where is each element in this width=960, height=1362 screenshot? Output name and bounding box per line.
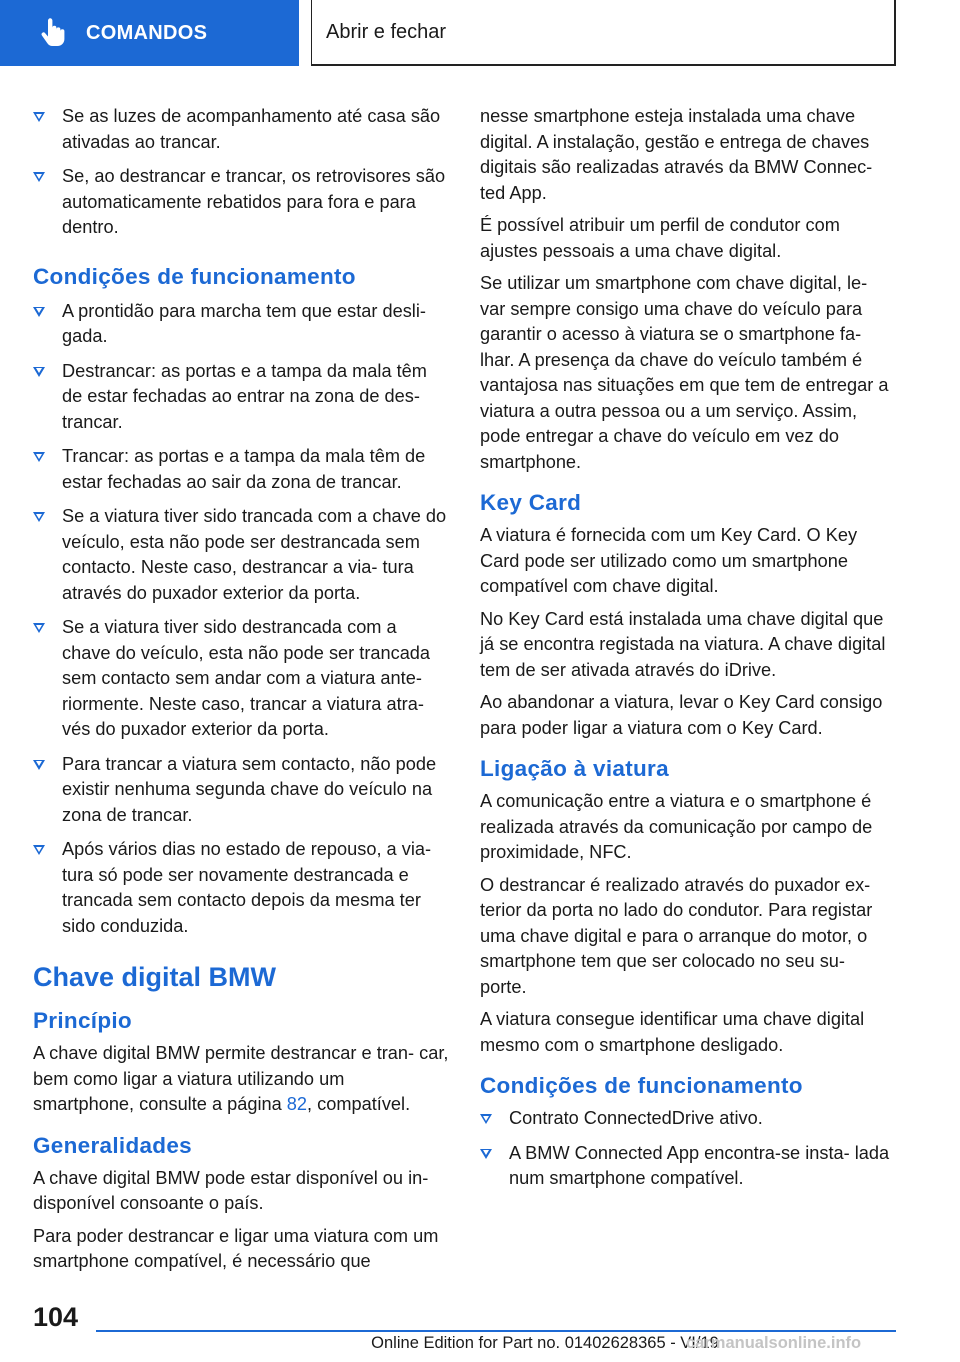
- principle-paragraph: A chave digital BMW permite destrancar e tran‑ car, bem como ligar a viatura utilizando um smartphone, consulte a página 82, compatível.: [33, 1043, 449, 1114]
- watermark: carmanualsonline.info: [686, 1334, 862, 1352]
- section-label: COMANDOS: [86, 21, 208, 44]
- bullet-item: Contrato ConnectedDrive ativo.: [480, 1106, 896, 1132]
- triangle-bullet-icon: [33, 452, 45, 462]
- triangle-bullet-icon: [33, 623, 45, 633]
- page-header: [0, 0, 960, 66]
- body-paragraph: nesse smartphone esteja instalada uma chave digital. A instalação, gestão e entrega de chaves digitais são realizadas através da BMW Connec‑ ted App.: [480, 106, 873, 203]
- page-number: 104: [33, 1302, 79, 1332]
- body-paragraph: A viatura é fornecida com um Key Card. O Key Card pode ser utilizado como um smartphone compatível com chave digital.: [480, 525, 858, 596]
- general-heading: Generalidades: [33, 1132, 192, 1158]
- bullet-item: Se as luzes de acompanhamento até casa são ativadas ao trancar.: [33, 104, 449, 155]
- triangle-bullet-icon: [480, 1114, 492, 1124]
- triangle-bullet-icon: [33, 172, 45, 182]
- chapter-title-box: [311, 0, 896, 66]
- footer-divider: [96, 1330, 896, 1332]
- body-paragraph: É possível atribuir um perfil de condutor com ajustes pessoais a uma chave digital.: [480, 215, 840, 261]
- connection-heading: Ligação à viatura: [480, 756, 669, 781]
- triangle-bullet-icon: [33, 307, 45, 317]
- bullet-item: A prontidão para marcha tem que estar desli‑ gada.: [33, 299, 449, 350]
- principle-heading: Princípio: [33, 1008, 132, 1033]
- body-paragraph: Se utilizar um smartphone com chave digital, le‑ var sempre consigo uma chave do veículo para garantir o acesso à viatura se o smartphone fa‑ lhar. A presença da chave do veículo também é vantajosa nas situações em que tem de entregar a viatura a outra pessoa ou a um serviço. Assim, pode entregar a chave do veículo em vez do smartphone.: [480, 273, 889, 472]
- triangle-bullet-icon: [33, 367, 45, 377]
- body-paragraph: A comunicação entre a viatura e o smartphone é realizada através da comunicação por campo de proximidade, NFC.: [480, 791, 873, 862]
- page-reference-link[interactable]: 82: [286, 1094, 308, 1114]
- bullet-item: Se a viatura tiver sido destrancada com a chave do veículo, esta não pode ser trancada sem contacto sem andar com a viatura ante‑ riormente. Neste caso, trancar a viatura atra‑ vés do puxador exterior da porta.: [33, 615, 449, 743]
- conditions-heading: Condições de funcionamento: [480, 1073, 803, 1098]
- key-card-heading: Key Card: [480, 490, 582, 515]
- general-paragraph: Para poder destrancar e ligar uma viatura com um smartphone compatível, é necessário que: [33, 1225, 439, 1271]
- conditions-heading: Condições de funcionamento: [33, 263, 356, 289]
- bullet-item: Trancar: as portas e a tampa da mala têm de estar fechadas ao sair da zona de trancar.: [33, 444, 449, 495]
- body-paragraph: A viatura consegue identificar uma chave digital mesmo com o smartphone desligado.: [480, 1009, 865, 1055]
- triangle-bullet-icon: [33, 112, 45, 122]
- left-column: [33, 104, 449, 1282]
- digital-key-heading: Chave digital BMW: [33, 962, 277, 992]
- intro-bullet-list: [33, 104, 449, 241]
- body-paragraph: Ao abandonar a viatura, levar o Key Card consigo para poder ligar a viatura com o Key Card.: [480, 692, 883, 738]
- bullet-item: Se, ao destrancar e trancar, os retrovisores são automaticamente rebatidos para fora e para dentro.: [33, 164, 449, 241]
- triangle-bullet-icon: [33, 845, 45, 855]
- conditions-bullet-list: [480, 1106, 896, 1192]
- right-column: [480, 104, 896, 1201]
- triangle-bullet-icon: [33, 760, 45, 770]
- general-paragraph: A chave digital BMW pode estar disponível ou in‑ disponível consoante o país.: [33, 1167, 429, 1213]
- bullet-item: Para trancar a viatura sem contacto, não pode existir nenhuma segunda chave do veículo na zona de trancar.: [33, 752, 449, 829]
- hand-pointer-icon: [40, 18, 66, 48]
- chapter-title: Abrir e fechar: [326, 20, 447, 43]
- body-paragraph: O destrancar é realizado através do puxador ex‑ terior da porta no lado do condutor. Para registar uma chave digital e para o arranque do motor, o smartphone tem que ser colocado no seu su‑ porte.: [480, 874, 873, 997]
- bullet-item: Se a viatura tiver sido trancada com a chave do veículo, esta não pode ser destrancada sem contacto. Neste caso, destrancar a via‑ tura através do puxador exterior da porta.: [33, 504, 449, 606]
- triangle-bullet-icon: [33, 512, 45, 522]
- bullet-item: A BMW Connected App encontra-se insta‑ lada num smartphone compatível.: [480, 1141, 896, 1192]
- conditions-bullet-list: [33, 299, 449, 940]
- section-tab[interactable]: [0, 0, 299, 66]
- body-paragraph: No Key Card está instalada uma chave digital que já se encontra registada na viatura. A chave digital tem de ser ativada através do iDrive.: [480, 608, 886, 680]
- triangle-bullet-icon: [480, 1149, 492, 1159]
- bullet-item: Destrancar: as portas e a tampa da mala têm de estar fechadas ao entrar na zona de des‑ trancar.: [33, 359, 449, 436]
- bullet-item: Após vários dias no estado de repouso, a via‑ tura só pode ser novamente destrancada e trancada sem contacto depois da mesma ter sido conduzida.: [33, 837, 449, 939]
- edition-text: Online Edition for Part no. 01402628365 - VI/19: [371, 1334, 719, 1352]
